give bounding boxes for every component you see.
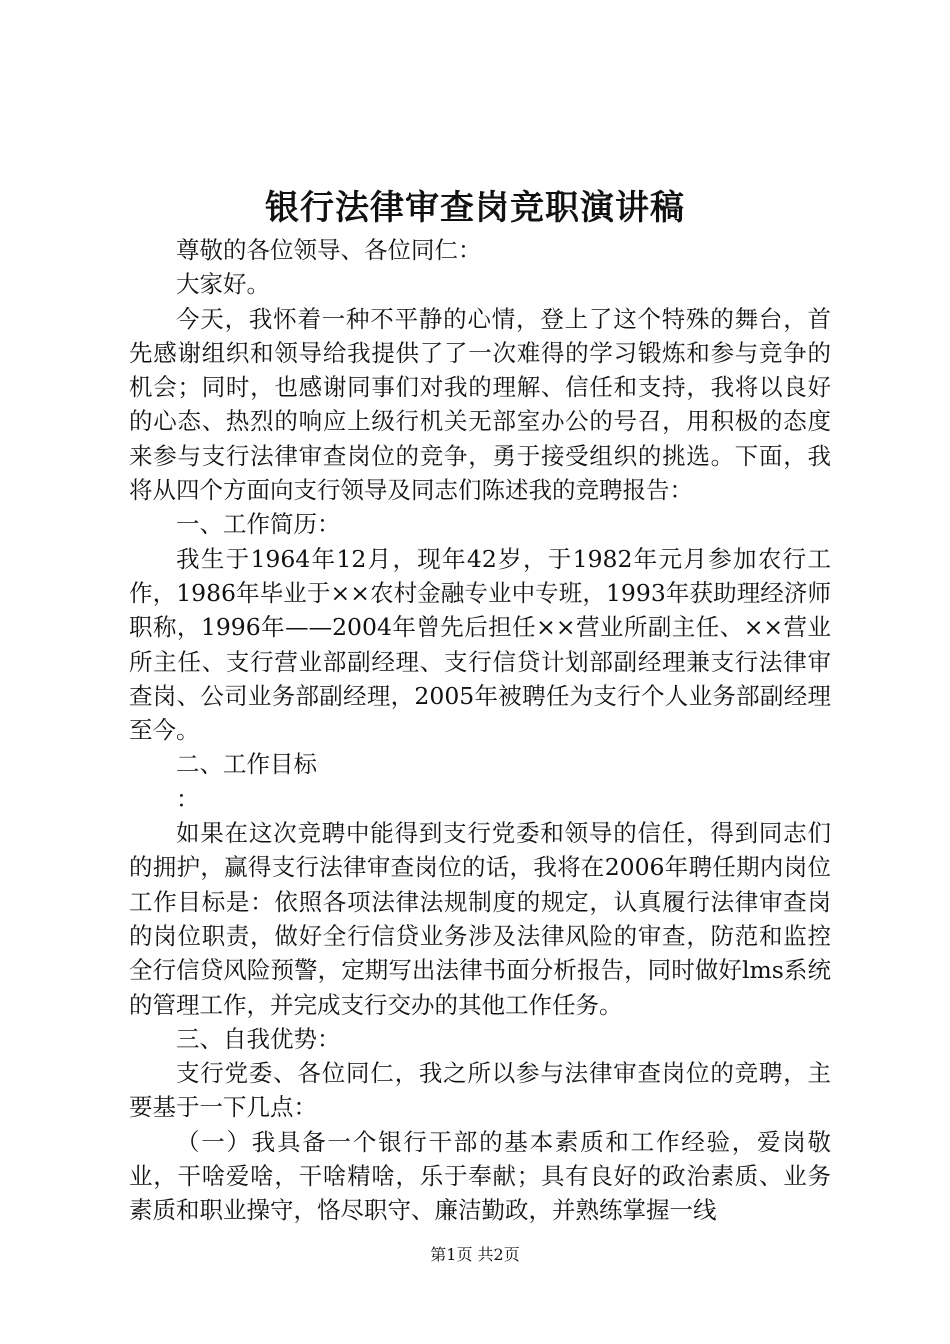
intro-paragraph: 今天，我怀着一种不平静的心情，登上了这个特殊的舞台，首先感谢组织和领导给我提供了了一次难得的学习锻炼和参与竞争的机会；同时，也感谢同事们对我的理解、信任和支持，我将以良好的心态、热烈的响应上级行机关无部室办公的号召，用积极的态度来参与支行法律审查岗位的竞争，勇于接受组织的挑选。下面，我将从四个方面向支行领导及同志们陈述我的竞聘报告：	[129, 304, 831, 505]
document-body	[129, 233, 831, 1228]
section-heading-strengths: 三、自我优势：	[176, 1024, 341, 1053]
goals-colon: ：	[176, 784, 200, 813]
section-heading-resume: 一、工作简历：	[176, 510, 341, 539]
section-heading-goals: 二、工作目标	[176, 750, 317, 779]
resume-paragraph: 我生于1964年12月，现年42岁，于1982年元月参加农行工作，1986年毕业于××农村金融专业中专班，1993年获助理经济师职称，1996年——2004年曾先后担任××营业所副主任、××营业所主任、支行营业部副经理、支行信贷计划部副经理兼支行法律审查岗、公司业务部副经理，2005年被聘任为支行个人业务部副经理至今。	[129, 544, 831, 745]
page-footer: 第1页 共2页	[430, 1245, 520, 1264]
greeting: 大家好。	[176, 270, 270, 299]
salutation: 尊敬的各位领导、各位同仁：	[176, 236, 482, 264]
strengths-intro-paragraph: 支行党委、各位同仁，我之所以参与法律审查岗位的竞聘，主要基于一下几点：	[129, 1059, 831, 1122]
goals-paragraph: 如果在这次竞聘中能得到支行党委和领导的信任，得到同志们的拥护，赢得支行法律审查岗位的话，我将在2006年聘任期内岗位工作目标是：依照各项法律法规制度的规定，认真履行法律审查岗的岗位职责，做好全行信贷业务涉及法律风险的审查，防范和监控全行信贷风险预警，定期写出法律书面分析报告，同时做好lms系统的管理工作，并完成支行交办的其他工作任务。	[129, 819, 831, 1019]
strength-item-1: （一）我具备一个银行干部的基本素质和工作经验，爱岗敬业，干啥爱啥，干啥精啥，乐于奉献；具有良好的政治素质、业务素质和职业操守，恪尽职守、廉洁勤政，并熟练掌握一线	[129, 1127, 831, 1225]
document-title: 银行法律审查岗竞职演讲稿	[265, 188, 685, 228]
